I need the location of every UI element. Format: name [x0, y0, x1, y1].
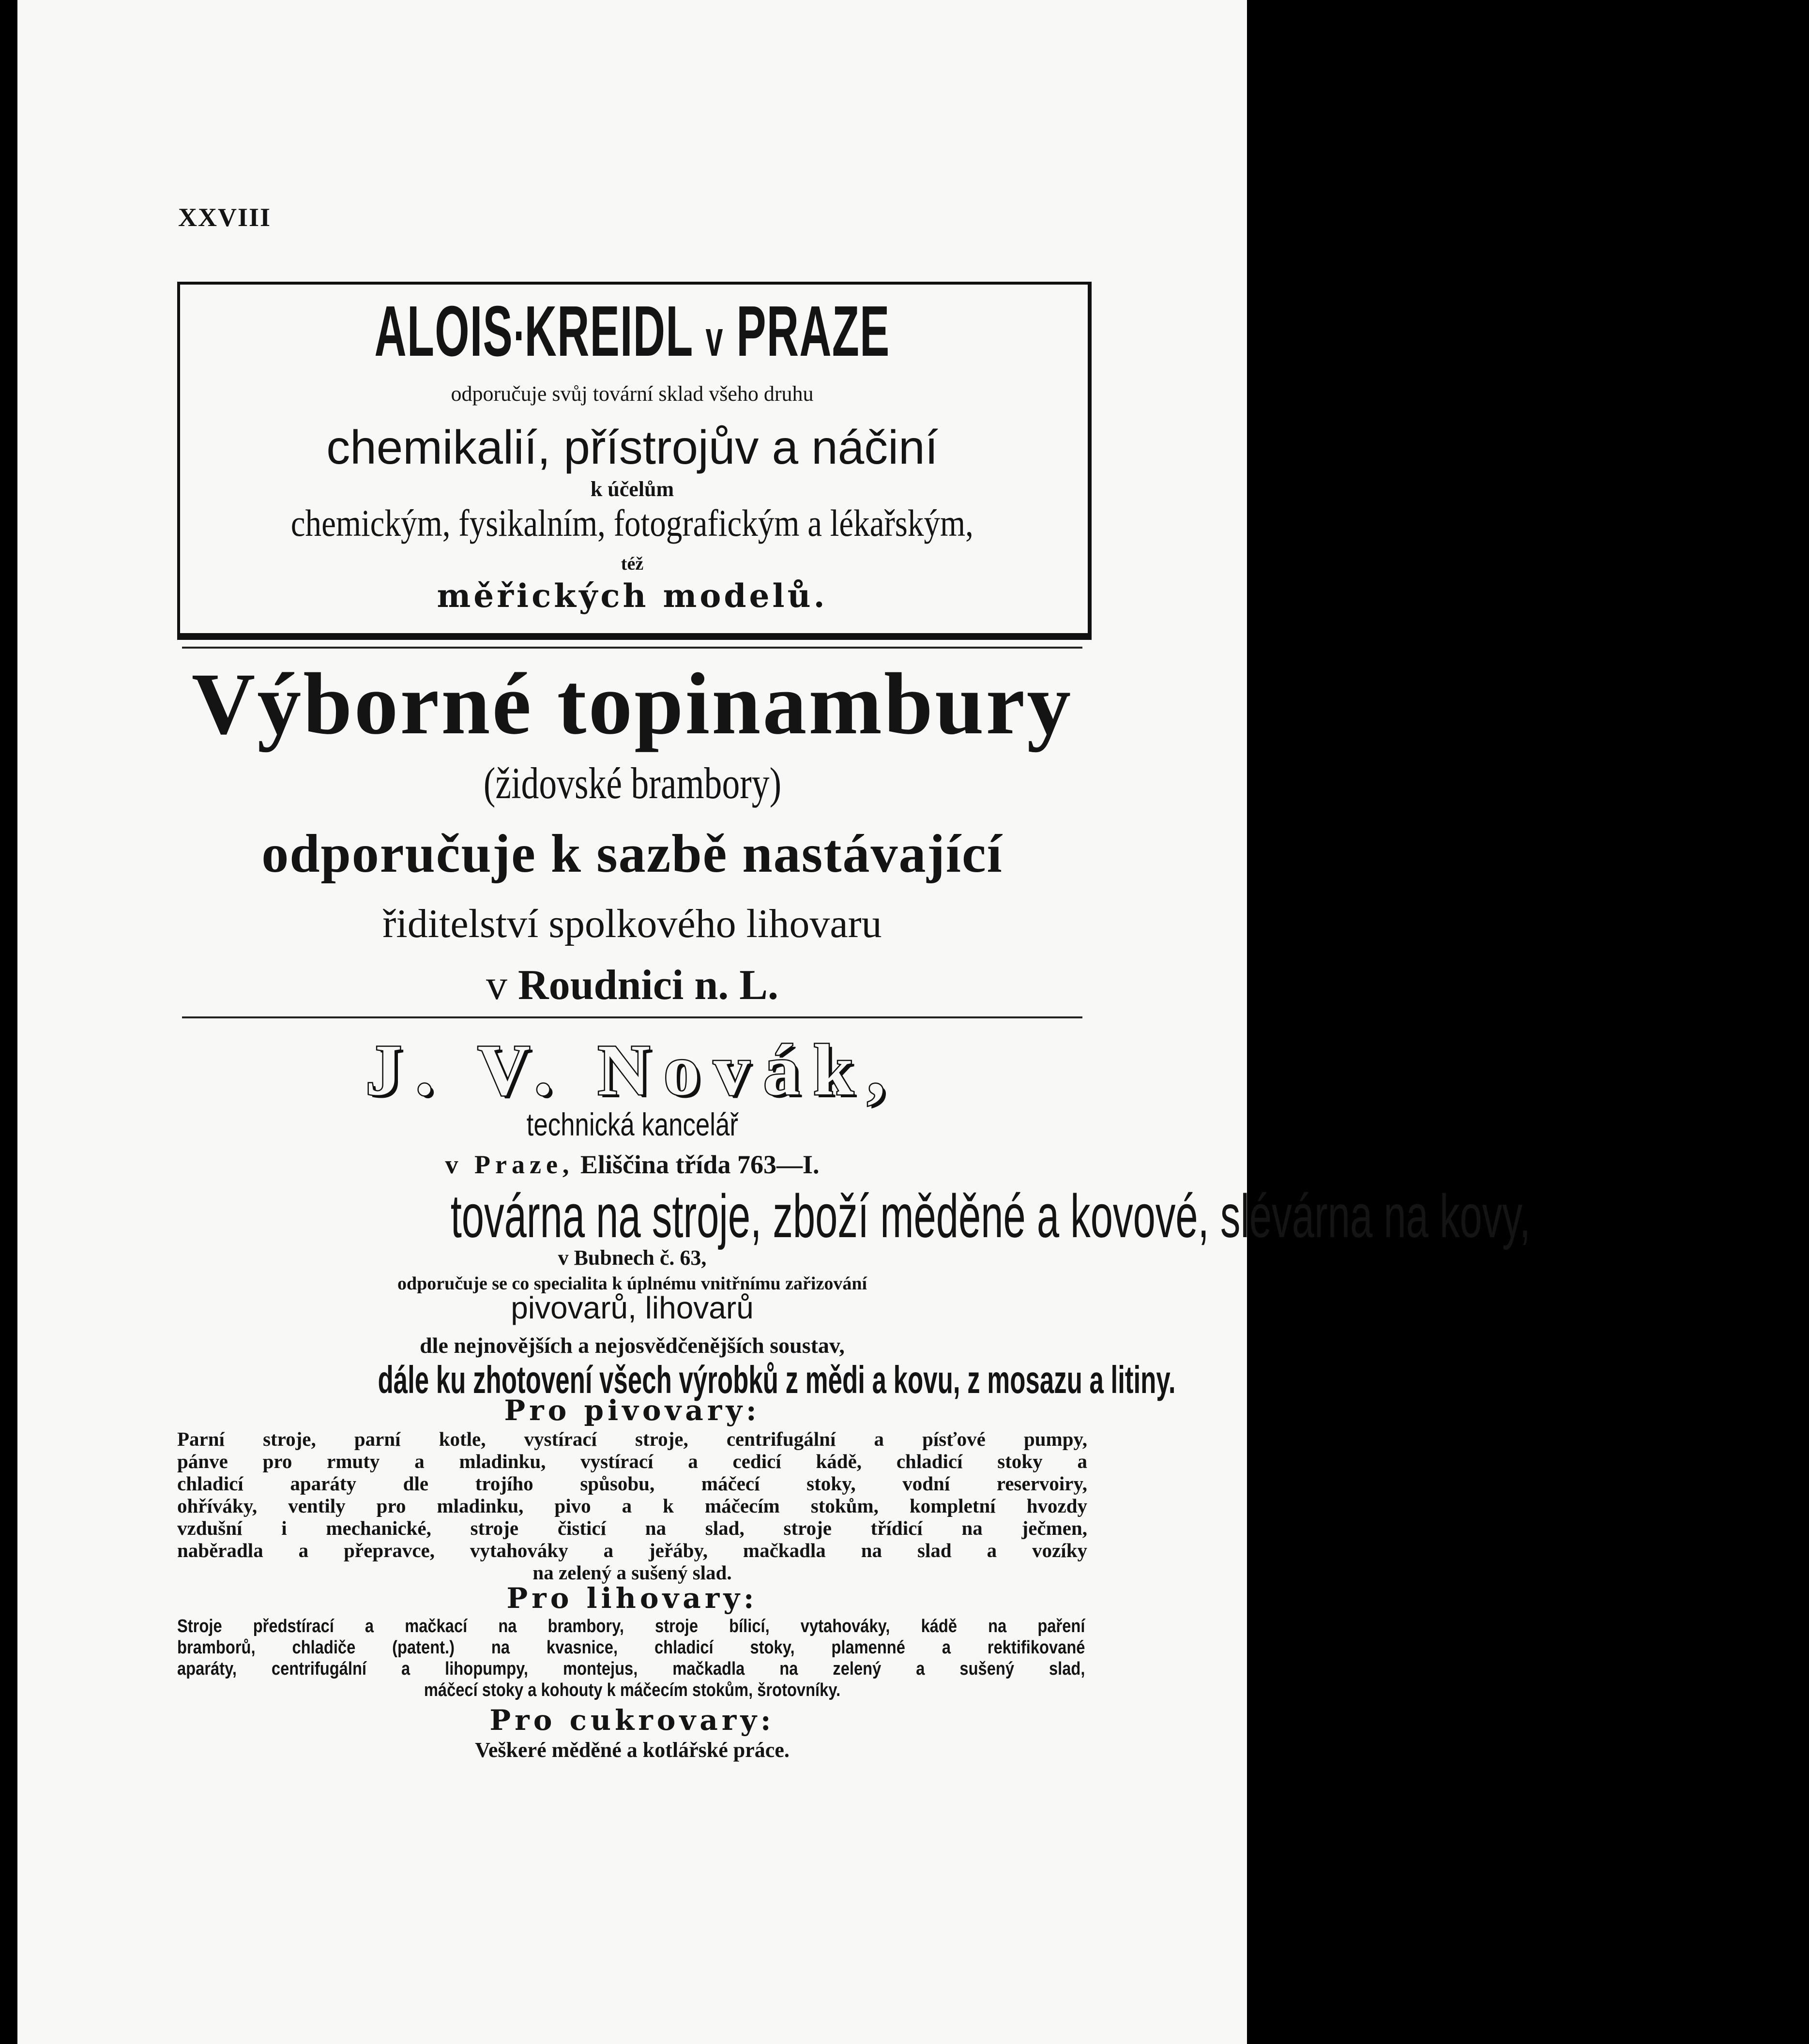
novak-address-street: Eliščina třída 763—I.	[580, 1150, 820, 1179]
breweries-heading: Pro pivovary:	[504, 1394, 760, 1427]
novak-address	[172, 1150, 1092, 1180]
breweries-line: chladicí aparáty dle trojího spůsobu, máčecí stoky, vodní reservoiry,	[177, 1472, 1087, 1495]
novak-office-text: technická kancelář	[526, 1106, 738, 1142]
distilleries-line: bramborů, chladiče (patent.) na kvasnice, chladicí stoky, plamenné a rektifikované	[177, 1637, 1085, 1658]
topinambury-office: řiditelství spolkového lihovaru	[382, 901, 882, 946]
novak-address-prefix: v Praze,	[445, 1150, 574, 1179]
distilleries-heading: Pro lihovary:	[506, 1582, 758, 1615]
topinambury-subtitle	[172, 757, 1092, 809]
topinambury-place-prefix: v	[486, 962, 508, 1009]
topinambury-recommend: odporučuje k sazbě nastávající	[261, 824, 1003, 884]
kreidl-title-dot	[516, 332, 521, 340]
breweries-line: ohříváky, ventily pro mladinku, pivo a k máčecím stokům, kompletní hvozdy	[177, 1495, 1087, 1517]
novak-office	[172, 1106, 1092, 1144]
kreidl-ad-line5: též	[621, 554, 644, 574]
page-sheet	[17, 0, 1531, 2044]
divider-rule	[182, 647, 1082, 649]
kreidl-title-first-name: ALOIS	[374, 291, 514, 371]
breweries-paragraph	[177, 1428, 1087, 1584]
sugar-text: Veškeré měděné a kotlářské práce.	[475, 1738, 790, 1762]
distilleries-line: máčecí stoky a kohouty k máčecím stokům, šrotovníky.	[424, 1680, 841, 1700]
distilleries-line: Stroje předstírací a mačkací na brambory, stroje bílicí, vytahováky, kádě na paření	[177, 1616, 1085, 1636]
divider-rule	[182, 1016, 1082, 1018]
topinambury-subtitle-text: (židovské brambory)	[483, 758, 781, 808]
breweries-line: vzdušní i mechanické, stroje čisticí na slad, stroje třídicí na ječmen,	[177, 1517, 1087, 1539]
kreidl-ad-line3: k účelům	[590, 477, 674, 501]
distilleries-line: aparáty, centrifugální a lihopumpy, montejus, mačkadla na zelený a sušený slad,	[177, 1659, 1085, 1679]
novak-name: J. V. Novák,	[365, 1030, 899, 1110]
breweries-line: naběradla a přepravce, vytahováky a jeřáby, mačkadla na slad a vozíky	[177, 1539, 1087, 1561]
novak-location: v Bubnech č. 63,	[558, 1246, 707, 1270]
sugar-heading: Pro cukrovary:	[489, 1704, 775, 1737]
breweries-line: na zelený a sušený slad.	[532, 1561, 732, 1584]
kreidl-ad-line2: chemikalií, přístrojův a náčiní	[326, 421, 938, 474]
breweries-line: Parní stroje, parní kotle, vystírací stroje, centrifugální a písťové pumpy,	[177, 1428, 1087, 1450]
topinambury-place-town: Roudnici n. L.	[518, 962, 778, 1009]
topinambury-title: Výborné topinambury	[191, 655, 1073, 753]
kreidl-title-preposition: v	[705, 310, 724, 366]
kreidl-ad-line6: měřických modelů.	[437, 577, 828, 615]
kreidl-ad-line4-text: chemickým, fysikalním, fotografickým a lékařským,	[290, 502, 974, 544]
page-number: XXVIII	[178, 203, 272, 232]
kreidl-title-city: PRAZE	[736, 291, 890, 371]
kreidl-ad-title	[172, 290, 1092, 373]
novak-factory-text: továrna na stroje, zboží měděné a kovové, slévárna na kovy,	[450, 1182, 1531, 1250]
topinambury-place	[172, 961, 1092, 1010]
kreidl-title-surname: KREIDL	[524, 291, 693, 371]
page-content	[172, 0, 1531, 2044]
novak-systems: dle nejnovějších a nejosvědčenějších soustav,	[420, 1333, 845, 1358]
novak-plants: pivovarů, lihovarů	[511, 1290, 754, 1325]
novak-products-text: dále ku zhotovení všech výrobků z mědi a kovu, z mosazu a litiny.	[378, 1358, 1176, 1401]
kreidl-ad-line1: odporučuje svůj tovární sklad všeho druhu	[451, 382, 814, 406]
breweries-line: pánve pro rmuty a mladinku, vystírací a cedicí kádě, chladicí stoky a	[177, 1450, 1087, 1472]
novak-specialty: odporučuje se co specialita k úplnému vnitřnímu zařizování	[397, 1273, 867, 1294]
novak-factory	[172, 1181, 1531, 1252]
distilleries-paragraph	[177, 1616, 1087, 1701]
kreidl-ad-line4	[172, 501, 1092, 545]
